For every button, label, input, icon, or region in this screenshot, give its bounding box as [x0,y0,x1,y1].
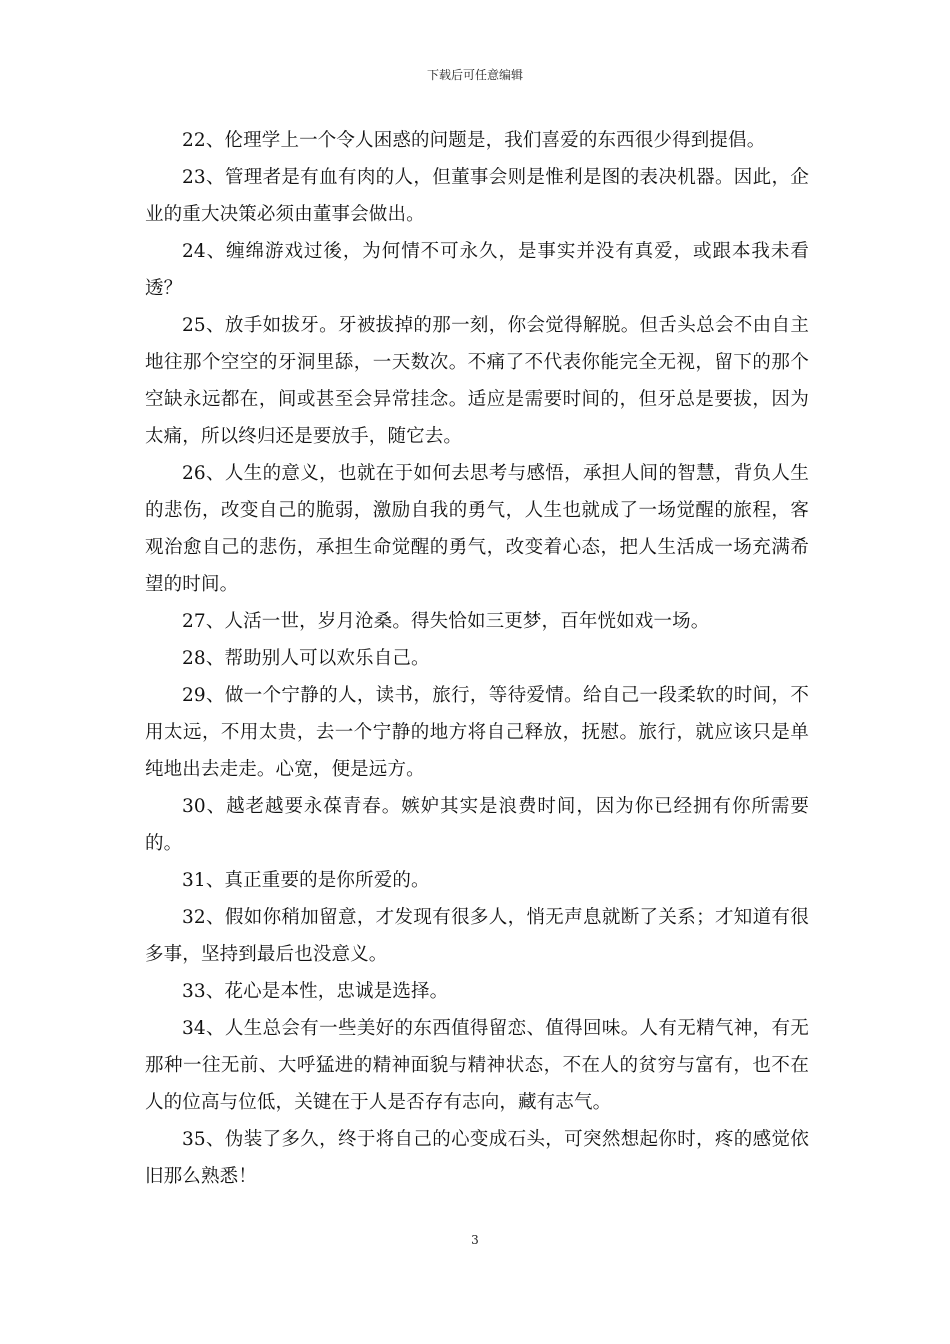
paragraph-28: 28、帮助别人可以欢乐自己。 [182,648,430,669]
paragraph-24: 24、缠绵游戏过後，为何情不可永久，是事实并没有真爱，或跟本我未看透？ [145,241,809,299]
paragraph-33: 33、花心是本性，忠诚是选择。 [182,981,449,1002]
paragraph-26: 26、人生的意义，也就在于如何去思考与感悟，承担人间的智慧，背负人生的悲伤，改变自己的脆弱，激励自我的勇气，人生也就成了一场觉醒的旅程，客观治愈自己的悲伤，承担生命觉醒的勇气，改变着心态，把人生活成一场充满希望的时间。 [145,463,809,595]
paragraph-32: 32、假如你稍加留意，才发现有很多人，悄无声息就断了关系；才知道有很多事，坚持到最后也没意义。 [145,907,809,965]
document-body [145,122,809,1195]
paragraph-25: 25、放手如拔牙。牙被拔掉的那一刻，你会觉得解脱。但舌头总会不由自主地往那个空空的牙洞里舔，一天数次。不痛了不代表你能完全无视，留下的那个空缺永远都在，间或甚至会异常挂念。适应是需要时间的，但牙总是要拔，因为太痛，所以终归还是要放手，随它去。 [145,315,809,447]
paragraph-29: 29、做一个宁静的人，读书，旅行，等待爱情。给自己一段柔软的时间，不用太远，不用太贵，去一个宁静的地方将自己释放，抚慰。旅行，就应该只是单纯地出去走走。心宽，便是远方。 [145,685,809,780]
paragraph-34: 34、人生总会有一些美好的东西值得留恋、值得回味。人有无精气神，有无那种一往无前、大呼猛进的精神面貌与精神状态，不在人的贫穷与富有，也不在人的位高与位低，关键在于人是否存有志向，藏有志气。 [145,1018,809,1113]
page-header: 下载后可任意编辑 [426,68,523,82]
paragraph-31: 31、真正重要的是你所爱的。 [182,870,430,891]
paragraph-35: 35、伪装了多久，终于将自己的心变成石头，可突然想起你时，疼的感觉依旧那么熟悉！ [145,1129,809,1187]
paragraph-23: 23、管理者是有血有肉的人，但董事会则是惟利是图的表决机器。因此，企业的重大决策必须由董事会做出。 [145,167,809,225]
paragraph-22: 22、伦理学上一个令人困惑的问题是，我们喜爱的东西很少得到提倡。 [182,130,766,151]
paragraph-27: 27、人活一世，岁月沧桑。得失恰如三更梦，百年恍如戏一场。 [182,611,710,632]
page-number: 3 [471,1233,479,1247]
paragraph-30: 30、越老越要永葆青春。嫉妒其实是浪费时间，因为你已经拥有你所需要的。 [145,796,809,854]
